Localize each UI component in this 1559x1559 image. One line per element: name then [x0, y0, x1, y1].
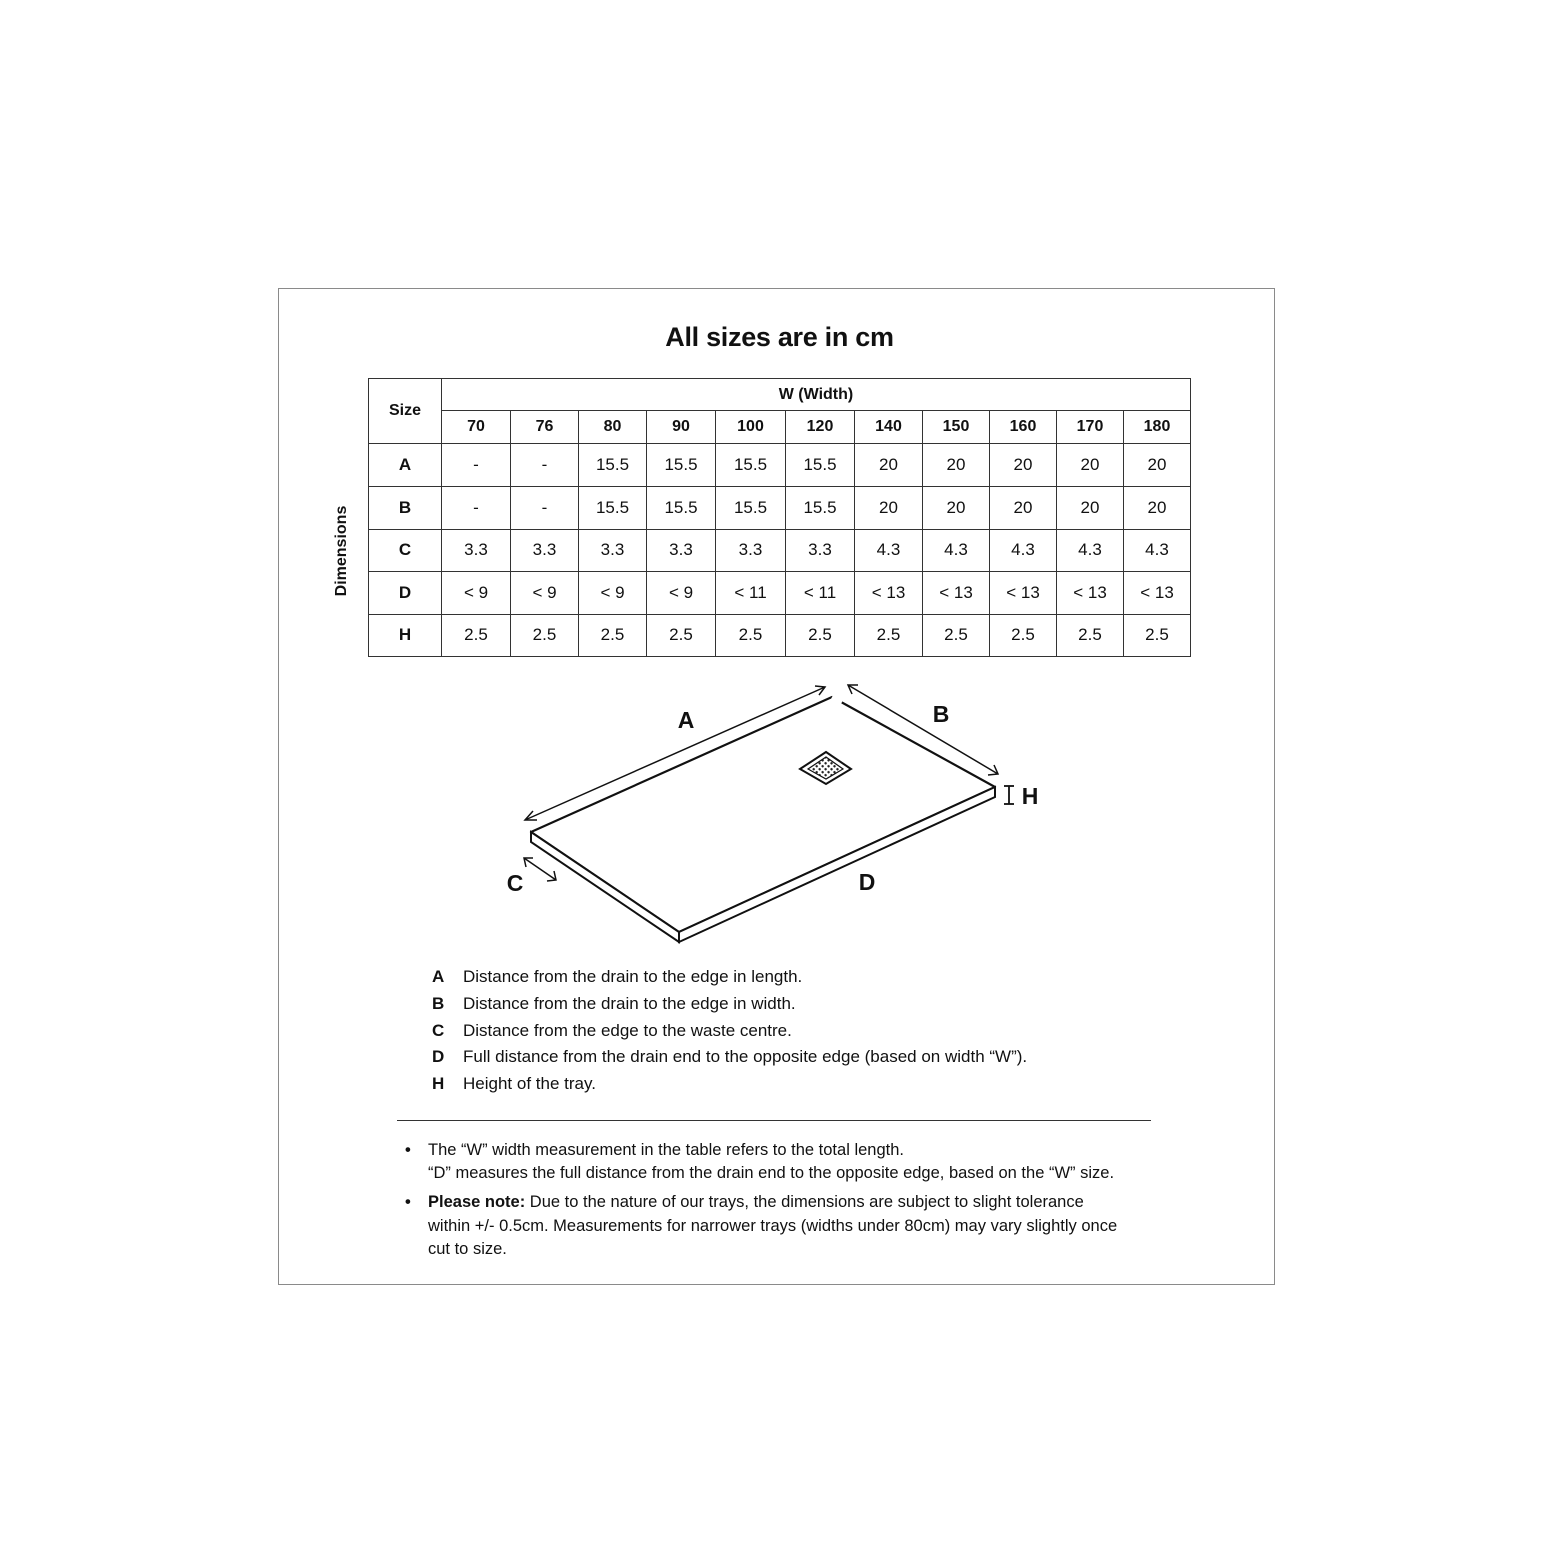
width-column-header: 100 [716, 411, 786, 444]
row-label: H [369, 614, 442, 657]
row-label: C [369, 529, 442, 572]
table-cell: 15.5 [579, 487, 647, 530]
table-cell: 3.3 [786, 529, 855, 572]
table-cell: 20 [923, 444, 990, 487]
table-cell: - [511, 487, 579, 530]
table-cell: 20 [1057, 444, 1124, 487]
table-cell: 20 [855, 444, 923, 487]
table-cell: 20 [923, 487, 990, 530]
width-column-header: 150 [923, 411, 990, 444]
width-column-header: 120 [786, 411, 855, 444]
table-cell: 3.3 [716, 529, 786, 572]
section-divider [397, 1120, 1151, 1121]
table-cell: < 13 [923, 572, 990, 615]
legend-item-h: H Height of the tray. [432, 1074, 596, 1094]
table-cell: 4.3 [990, 529, 1057, 572]
table-cell: 2.5 [1124, 614, 1191, 657]
row-label: A [369, 444, 442, 487]
table-cell: < 11 [786, 572, 855, 615]
notes-list [405, 1139, 1165, 1267]
dimensions-axis-label: Dimensions [333, 505, 350, 597]
dimension-c-arrow [524, 858, 556, 881]
note-2-emphasis: Please note: [428, 1193, 526, 1212]
table-cell: 2.5 [1057, 614, 1124, 657]
dimension-a-label: A [677, 707, 695, 733]
width-column-header: 160 [990, 411, 1057, 444]
note-item [405, 1191, 1165, 1261]
dimension-h-label: H [1021, 783, 1039, 809]
table-cell: 20 [855, 487, 923, 530]
table-cell: 20 [1124, 487, 1191, 530]
width-column-header: 70 [442, 411, 511, 444]
table-cell: 20 [990, 444, 1057, 487]
table-cell: - [442, 444, 511, 487]
table-cell: 2.5 [716, 614, 786, 657]
table-cell: - [511, 444, 579, 487]
table-cell: 4.3 [923, 529, 990, 572]
width-header: W (Width) [442, 379, 1191, 411]
table-cell: 15.5 [647, 487, 716, 530]
table-cell: < 13 [855, 572, 923, 615]
table-cell: 4.3 [1057, 529, 1124, 572]
row-label: B [369, 487, 442, 530]
legend-item-d: D Full distance from the drain end to the opposite edge (based on width “W”). [432, 1047, 1028, 1067]
bullet-icon: • [405, 1141, 411, 1159]
table-cell: < 13 [990, 572, 1057, 615]
table-cell: 15.5 [786, 444, 855, 487]
page-title: All sizes are in cm [665, 322, 894, 352]
note-1-line-1: The “W” width measurement in the table refers to the total length. [428, 1141, 904, 1159]
row-label: D [369, 572, 442, 615]
table-cell: 20 [1124, 444, 1191, 487]
table-cell: 2.5 [855, 614, 923, 657]
table-cell: < 9 [511, 572, 579, 615]
note-1-line-2: “D” measures the full distance from the drain end to the opposite edge, based on the “W” size. [428, 1164, 1115, 1183]
table-cell: < 9 [647, 572, 716, 615]
width-column-header: 80 [579, 411, 647, 444]
note-item [405, 1139, 1165, 1185]
table-cell: 3.3 [579, 529, 647, 572]
legend-item-b: B Distance from the drain to the edge in width. [432, 993, 796, 1013]
table-cell: 3.3 [647, 529, 716, 572]
width-column-header: 170 [1057, 411, 1124, 444]
size-header: Size [369, 379, 442, 444]
table-cell: 2.5 [579, 614, 647, 657]
table-cell: 15.5 [647, 444, 716, 487]
width-column-header: 90 [647, 411, 716, 444]
table-cell: 4.3 [1124, 529, 1191, 572]
table-cell: < 9 [442, 572, 511, 615]
dimension-d-label: D [858, 869, 876, 895]
table-cell: 15.5 [716, 487, 786, 530]
width-column-header: 180 [1124, 411, 1191, 444]
note-2-text: Due to the nature of our trays, the dimensions are subject to slight tolerance within +/- 0.5cm. Measurements for narrower trays (widths under 80cm) may vary slightly once cut to size. [428, 1193, 1118, 1258]
table-cell: 2.5 [923, 614, 990, 657]
table-cell: 15.5 [579, 444, 647, 487]
table-cell: 2.5 [990, 614, 1057, 657]
bullet-icon: • [405, 1193, 411, 1212]
table-cell: 2.5 [511, 614, 579, 657]
width-column-header: 76 [511, 411, 579, 444]
table-cell: 15.5 [716, 444, 786, 487]
table-cell: 2.5 [442, 614, 511, 657]
table-cell: < 11 [716, 572, 786, 615]
table-cell: 2.5 [786, 614, 855, 657]
table-cell: 20 [1057, 487, 1124, 530]
table-cell: 4.3 [855, 529, 923, 572]
dimension-b-label: B [932, 701, 950, 727]
table-cell: 3.3 [511, 529, 579, 572]
table-cell: 15.5 [786, 487, 855, 530]
width-column-header: 140 [855, 411, 923, 444]
table-cell: < 13 [1057, 572, 1124, 615]
table-cell: 3.3 [442, 529, 511, 572]
table-cell: < 13 [1124, 572, 1191, 615]
legend-item-c: C Distance from the edge to the waste centre. [432, 1020, 792, 1040]
table-cell: < 9 [579, 572, 647, 615]
table-cell: - [442, 487, 511, 530]
dimension-legend [432, 967, 1027, 1101]
table-cell: 2.5 [647, 614, 716, 657]
dimension-c-label: C [506, 870, 524, 896]
legend-item-a: A Distance from the drain to the edge in length. [432, 967, 803, 986]
table-cell: 20 [990, 487, 1057, 530]
dimension-h-marker [1004, 786, 1014, 804]
